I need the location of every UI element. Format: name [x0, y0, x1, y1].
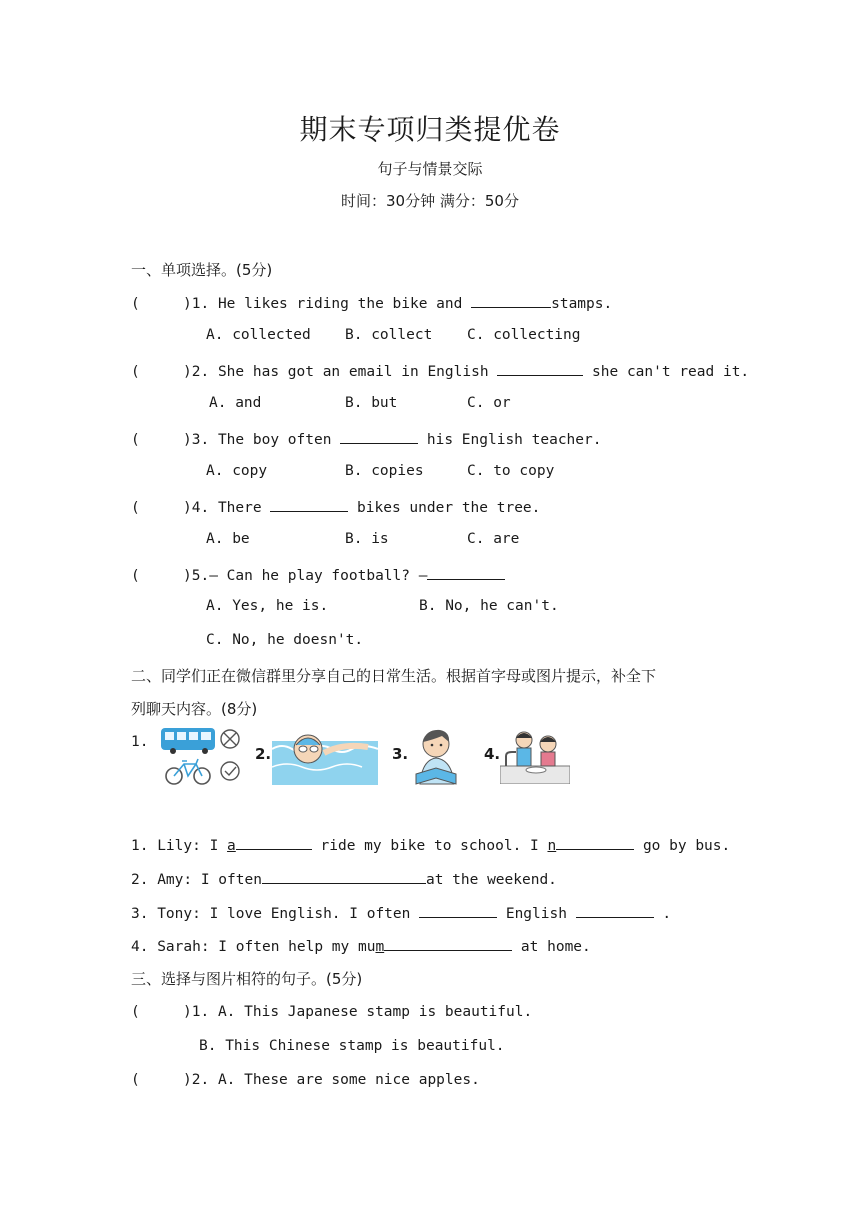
option-3b: B. copies — [345, 463, 424, 479]
option-2c: C. or — [467, 395, 511, 411]
chat-line-4: 4. Sarah: I often help my mum at home. — [131, 936, 591, 955]
option-5b: B. No, he can't. — [419, 598, 559, 614]
pic-label-3: 3. — [392, 745, 409, 763]
pic-label-2: 2. — [255, 745, 272, 763]
swimming-icon — [272, 727, 378, 785]
option-4b: B. is — [345, 531, 389, 547]
chat-line-3: 3. Tony: I love English. I often English . — [131, 903, 671, 922]
answer-blank[interactable] — [419, 903, 497, 918]
answer-blank[interactable] — [576, 903, 654, 918]
pic-label-1: 1. — [131, 734, 149, 750]
option-4c: C. are — [467, 531, 520, 547]
s3-question-1: ( )1. A. This Japanese stamp is beautiful. — [131, 1004, 533, 1020]
answer-blank[interactable] — [262, 869, 426, 884]
section2-heading-line1: 二、同学们正在微信群里分享自己的日常生活。根据首字母或图片提示，补全下 — [131, 667, 657, 685]
answer-blank[interactable] — [427, 565, 505, 580]
option-3a: A. copy — [206, 463, 268, 479]
option-2b: B. but — [345, 395, 398, 411]
answer-blank[interactable] — [556, 835, 634, 850]
option-4a: A. be — [206, 531, 250, 547]
answer-blank[interactable] — [384, 936, 512, 951]
chat-line-2: 2. Amy: I often at the weekend. — [131, 869, 557, 888]
option-2a: A. and — [209, 395, 262, 411]
pic-label-4: 4. — [484, 745, 501, 763]
question-2: ( )2. She has got an email in English she can't read it. — [131, 361, 749, 380]
page-subtitle: 句子与情景交际 — [377, 160, 483, 178]
answer-blank[interactable] — [270, 497, 348, 512]
exam-meta: 时间：30分钟 满分：50分 — [341, 192, 519, 210]
answer-blank[interactable] — [471, 293, 551, 308]
option-5c: C. No, he doesn't. — [206, 632, 364, 648]
section2-heading-line2: 列聊天内容。(8分) — [131, 700, 258, 718]
question-1: ( )1. He likes riding the bike and stamps. — [131, 293, 612, 312]
section1-heading: 一、单项选择。(5分) — [131, 261, 273, 279]
reading-boy-icon — [410, 726, 466, 786]
option-5a: A. Yes, he is. — [206, 598, 329, 614]
page-title: 期末专项归类提优卷 — [299, 113, 561, 146]
s3-question-2: ( )2. A. These are some nice apples. — [131, 1072, 480, 1088]
section3-heading: 三、选择与图片相符的句子。(5分) — [131, 970, 363, 988]
option-1a: A. collected — [206, 327, 311, 343]
option-1c: C. collecting — [467, 327, 581, 343]
chat-line-1: 1. Lily: I a ride my bike to school. I n go by bus. — [131, 835, 730, 854]
option-3c: C. to copy — [467, 463, 555, 479]
s3-option-1b: B. This Chinese stamp is beautiful. — [199, 1038, 505, 1054]
option-1b: B. collect — [345, 327, 433, 343]
question-5: ( )5.— Can he play football? — — [131, 565, 505, 584]
question-3: ( )3. The boy often his English teacher. — [131, 429, 601, 448]
washing-dishes-icon — [500, 726, 570, 784]
answer-blank[interactable] — [497, 361, 583, 376]
bus-bike-icon — [160, 726, 244, 788]
answer-blank[interactable] — [340, 429, 418, 444]
question-4: ( )4. There bikes under the tree. — [131, 497, 540, 516]
answer-blank[interactable] — [236, 835, 312, 850]
